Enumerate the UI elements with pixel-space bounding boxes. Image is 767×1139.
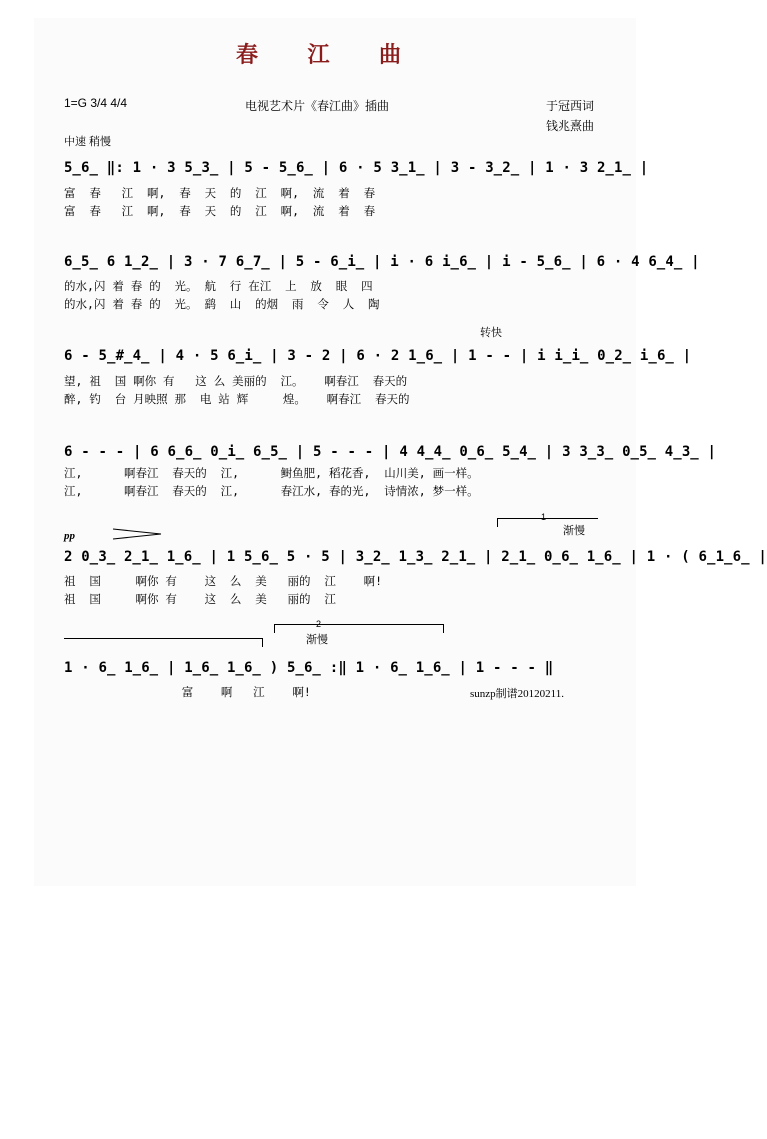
lyrics-line-4a: 江, 啊春江 春天的 江, 鲥鱼肥, 稻花香, 山川美, 画一样。 [64,466,479,480]
lyrics-line-3a: 望, 祖 国 啊你 有 这 么 美丽的 江。 啊春江 春天的 [64,374,408,388]
composer: 钱兆熹曲 [546,119,595,133]
lyrics-line-5a: 祖 国 啊你 有 这 么 美 丽的 江 啊! [64,574,383,588]
decrescendo-hairpin [113,528,163,540]
lyrics-line-2a: 的水,闪 着 春 的 光。 航 行 在江 上 放 眼 四 [64,279,373,293]
dynamic-marking: pp [64,530,75,542]
lyrics-line-2b: 的水,闪 着 春 的 光。 鹞 山 的烟 雨 令 人 陶 [64,297,380,311]
lyrics-line-1a: 富 春 江 啊, 春 天 的 江 啊, 流 着 春 [64,186,376,200]
lyrics-line-5b: 祖 国 啊你 有 这 么 美 丽的 江 [64,592,336,606]
ritardando-marking-2: 渐慢 [306,634,328,646]
notation-line-1: 5̲6̲ ‖: 1 · 3 5̲3̲ | 5 - 5̲6̲ | 6 · 5 3̲1̲ | 3 - 3̲2̲ | 1 · 3 2̲1̲ | [64,160,649,176]
page-title: 春 江 曲 [235,42,423,67]
transcriber-credit: sunzp制谱20120211. [470,688,565,700]
lyrics-line-4b: 江, 啊春江 春天的 江, 春江水, 春的光, 诗情浓, 梦一样。 [64,484,479,498]
ritardando-marking-1: 渐慢 [563,525,585,537]
tempo-marking: 中速 稍慢 [64,136,112,148]
volta-bracket-2 [274,624,444,633]
notation-line-6: 1 · 6̲ 1̲6̲ | 1̲6̲ 1̲6̲ ) 5̲6̲ :‖ 1 · 6̲ 1̲6̲ | 1 - - - ‖ [64,660,554,676]
notation-line-3: 6 - 5̲#̲4̲ | 4 · 5 6̲i̲ | 3 - 2 | 6 · 2 1̲6̲ | 1 - - | i i̲i̲ 0̲2̲ i̲6̲ | [64,348,692,364]
volta-number-2: 2 [316,619,322,629]
volta-number-1: 1 [541,512,547,522]
key-signature: 1=G 3/4 4/4 [64,96,128,110]
volta-bracket-1-cont [64,638,263,647]
lyrics-line-3b: 醉, 钓 台 月映照 那 电 站 辉 煌。 啊春江 春天的 [64,392,410,406]
subtitle: 电视艺术片《春江曲》插曲 [245,99,390,113]
accel-marking: 转快 [480,327,502,339]
notation-line-5: 2 0̲3̲ 2̲1̲ 1̲6̲ | 1 5̲6̲ 5 · 5 | 3̲2̲ 1̲3̲ 2̲1̲ | 2̲1̲ 0̲6̲ 1̲6̲ | 1 · ( 6̲1̲6̲ | [64,549,767,565]
lyrics-line-6a: 富 啊 江 啊! [64,685,311,699]
notation-line-4: 6 - - - | 6 6̲6̲ 0̲i̲ 6̲5̲ | 5 - - - | 4 4̲4̲ 0̲6̲ 5̲4̲ | 3 3̲3̲ 0̲5̲ 4̲3̲ | [64,444,717,460]
notation-line-2: 6̲5̲ 6 1̲2̲ | 3 · 7 6̲7̲ | 5 - 6̲i̲ | i · 6 i̲6̲ | i - 5̲6̲ | 6 · 4 6̲4̲ | [64,254,700,270]
lyricist: 于冠西词 [546,99,595,113]
lyrics-line-1b: 富 春 江 啊, 春 天 的 江 啊, 流 着 春 [64,204,376,218]
